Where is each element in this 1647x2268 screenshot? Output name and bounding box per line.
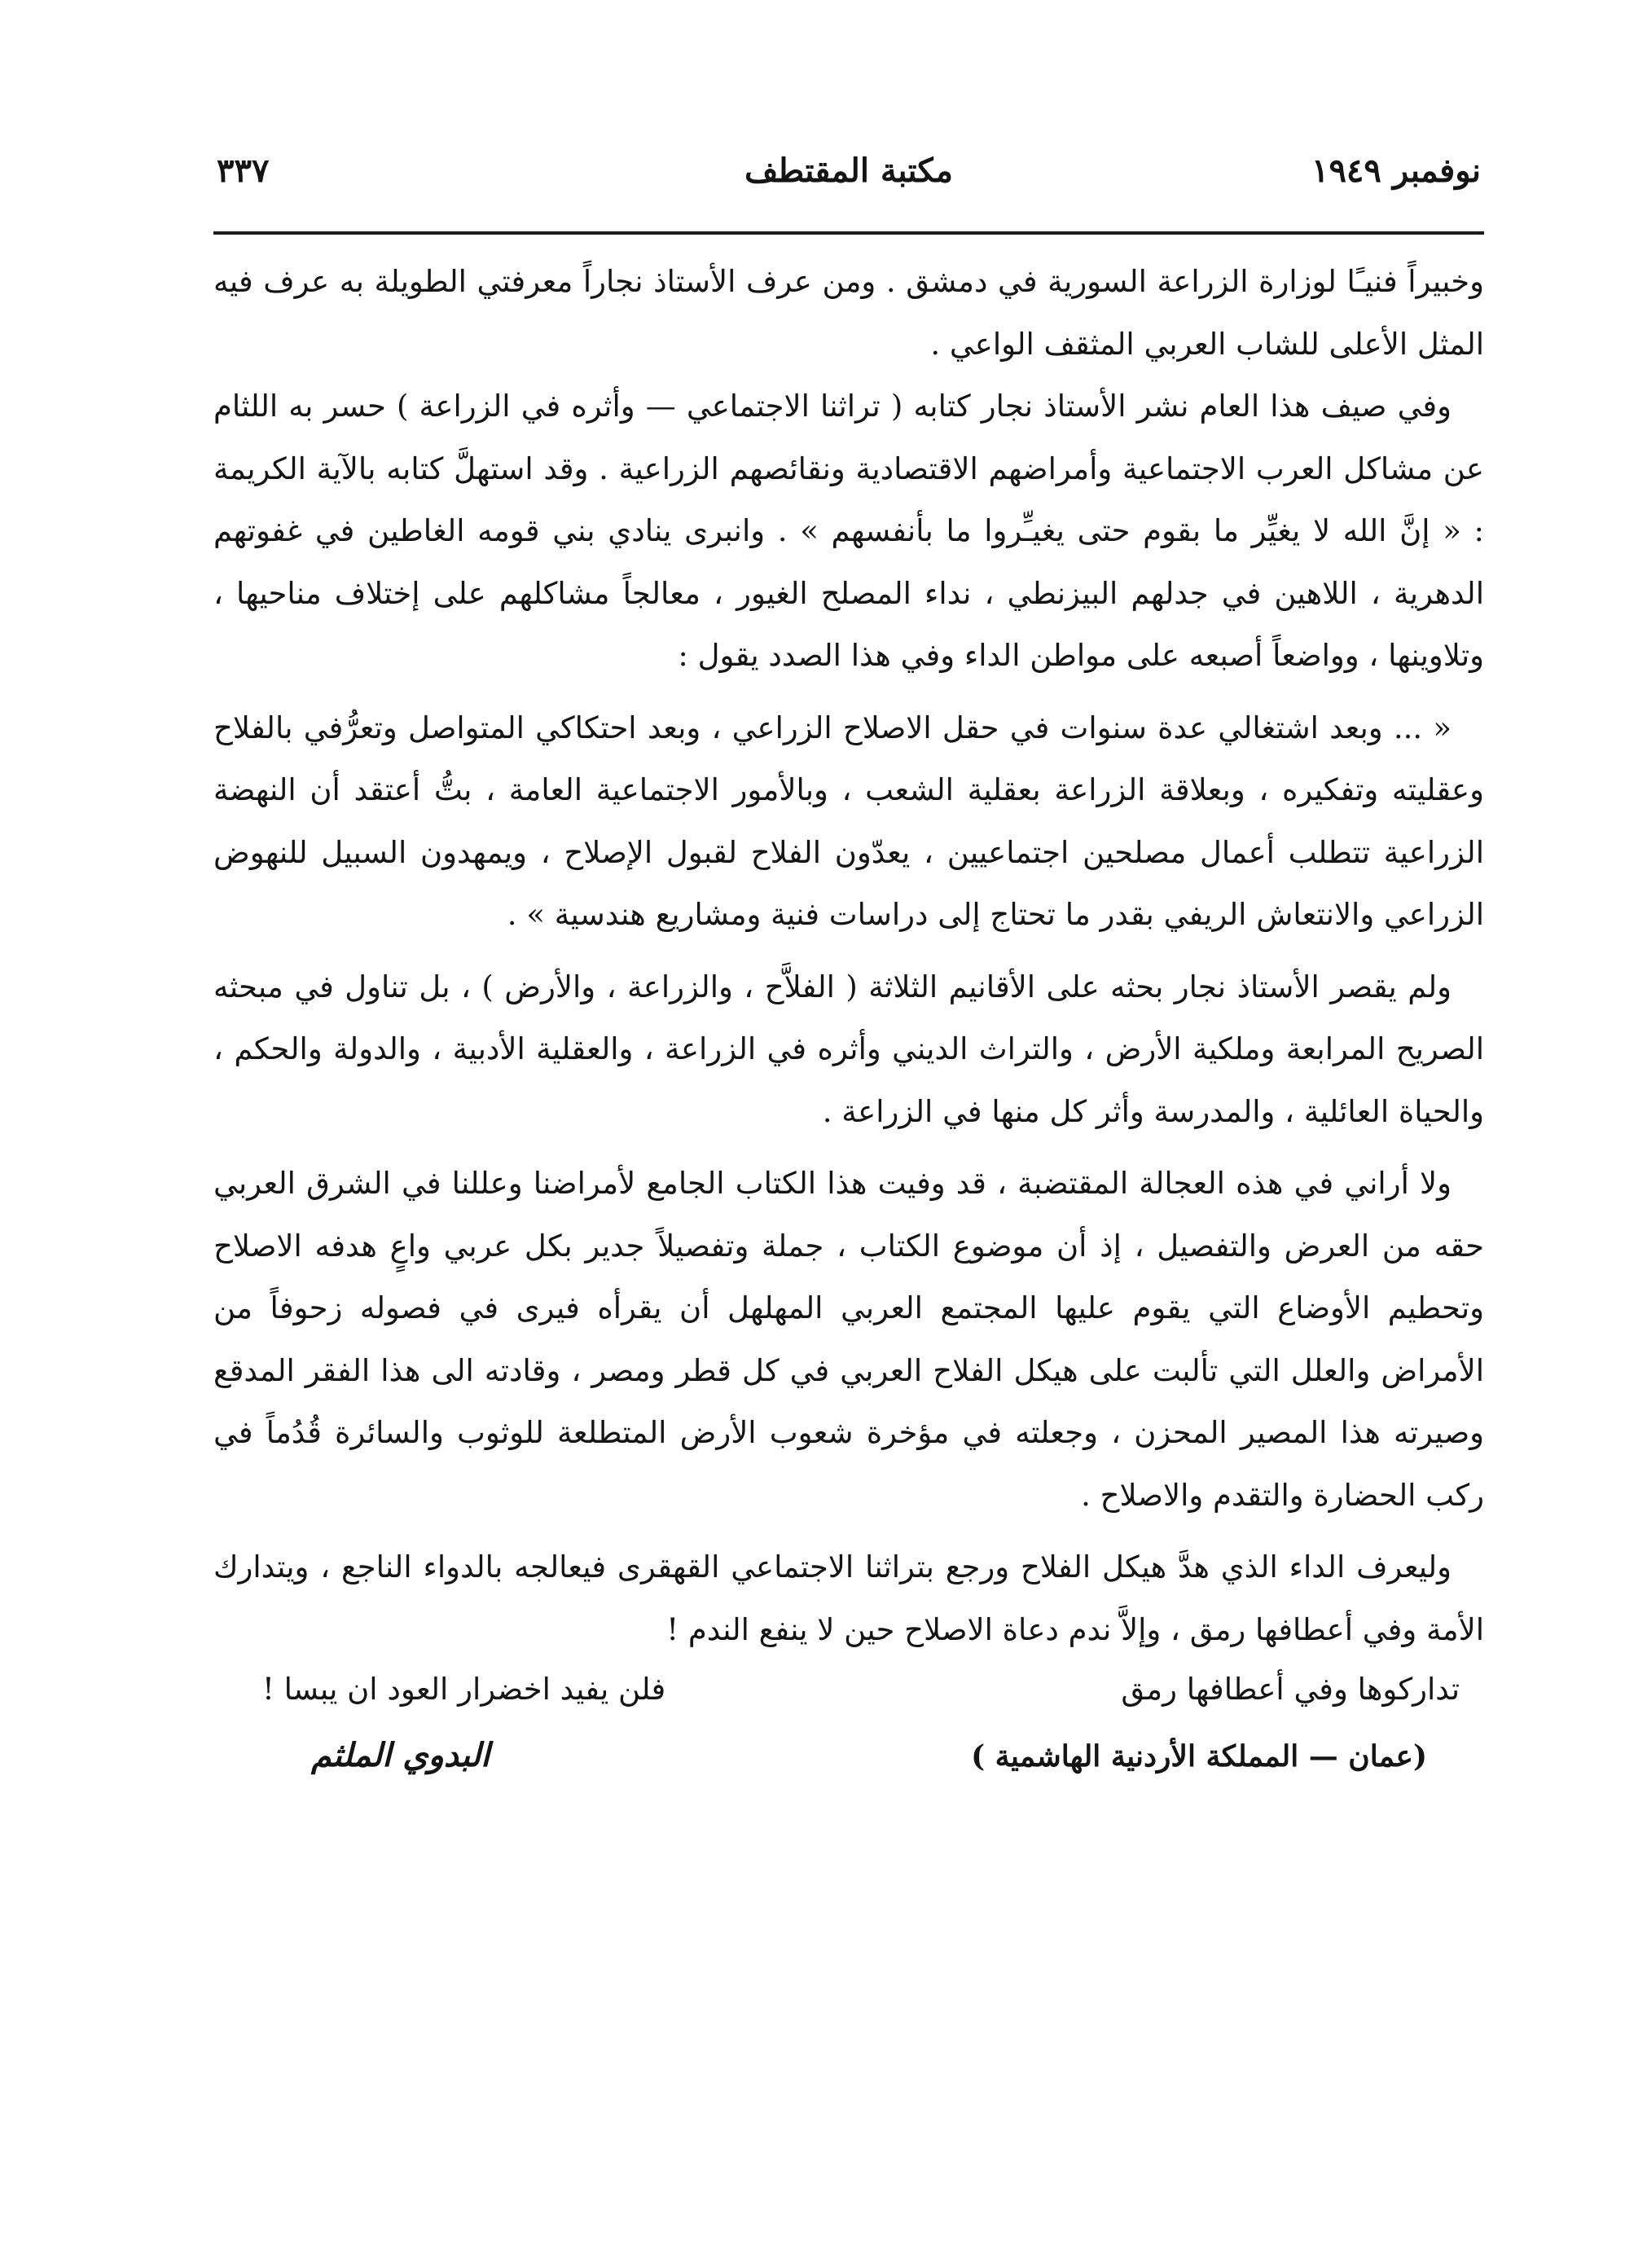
location-note: (عمان — المملكة الأردنية الهاشمية ): [971, 1739, 1427, 1774]
author-name: البدوي الملثم: [311, 1736, 490, 1774]
running-header: [213, 152, 1484, 209]
page-number: ٣٣٧: [217, 152, 270, 190]
paragraph: ولا أراني في هذه العجالة المقتضبة ، قد وفيت هذا الكتاب الجامع لأمراضنا وعللنا في الشرق العربي حقه من العرض والتفصيل ، إذ أن موضوع الكتاب ، جملة وتفصيلاً جدير بكل عربي واعٍ هدفه الاصلاح وتحطيم الأوضاع التي يقوم عليها المجتمع العربي المهلهل أن يقرأه فيرى في فصوله زحوفاً من الأمراض والعلل التي تألبت على هيكل الفلاح العربي في كل قطر ومصر ، وقادته الى هذا الفقر المدقع وصيرته هذا المصير المحزن ، وجعلته في مؤخرة شعوب الأرض المتطلعة للوثوب والسائرة قُدُماً في ركب الحضارة والتقدم والاصلاح .: [213, 1166, 1484, 1513]
verse-second-hemistich: فلن يفيد اخضرار العود ان يبسا !: [262, 1672, 666, 1707]
paragraph: وفي صيف هذا العام نشر الأستاذ نجار كتابه ( تراثنا الاجتماعي — وأثره في الزراعة ) حسر به اللثام عن مشاكل العرب الاجتماعية وأمراضهم الاقتصادية ونقائصهم الزراعية . وقد استهلَّ كتابه بالآية الكريمة : « إنَّ الله لا يغيِّر ما بقوم حتى يغيـِّروا ما بأنفسهم » . وانبرى ينادي بني قومه الغاطين في غفوتهم الدهرية ، اللاهين في جدلهم البيزنطي ، نداء المصلح الغيور ، معالجاً مشاكلهم على إختلاف مناحيها ، وتلاوينها ، وواضعاً أصبعه على مواطن الداء وفي هذا الصدد يقول :: [213, 389, 1484, 673]
paragraph: وليعرف الداء الذي هدَّ هيكل الفلاح ورجع بتراثنا الاجتماعي القهقرى فيعالجه بالدواء الناجع ، ويتدارك الأمة وفي أعطافها رمق ، وإلاَّ ندم دعاة الاصلاح حين لا ينفع الندم !: [213, 1549, 1484, 1647]
article-body: [213, 251, 1484, 1788]
header-rule: [213, 231, 1484, 235]
signature-line: [213, 1725, 1484, 1788]
issue-date: نوفمبر ١٩٤٩: [1311, 152, 1481, 190]
paragraph: وخبيراً فنيـًا لوزارة الزراعة السورية في دمشق . ومن عرف الأستاذ نجاراً معرفتي الطويلة به عرف فيه المثل الأعلى للشاب العربي المثقف الواعي .: [213, 264, 1484, 362]
page: [213, 152, 1484, 1774]
quoted-paragraph: « ... وبعد اشتغالي عدة سنوات في حقل الاصلاح الزراعي ، وبعد احتكاكي المتواصل وتعرُّفي بالفلاح وعقليته وتفكيره ، وبعلاقة الزراعة بعقلية الشعب ، وبالأمور الاجتماعية العامة ، بتُّ أعتقد أن النهضة الزراعية تتطلب أعمال مصلحين اجتماعيين ، يعدّون الفلاح لقبول الإصلاح ، ويمهدون السبيل للنهوض الزراعي والانتعاش الريفي بقدر ما تحتاج إلى دراسات فنية ومشاريع هندسية » .: [213, 710, 1484, 932]
section-title: مكتبة المقتطف: [744, 152, 953, 190]
paragraph: ولم يقصر الأستاذ نجار بحثه على الأقانيم الثلاثة ( الفلاَّح ، والزراعة ، والأرض ) ، بل تناول في مبحثه الصريح المرابعة وملكية الأرض ، والتراث الديني وأثره في الزراعة ، والعقلية الأدبية ، والدولة والحكم ، والحياة العائلية ، والمدرسة وأثر كل منها في الزراعة .: [213, 969, 1484, 1129]
poetry-verse: [213, 1661, 1484, 1718]
verse-first-hemistich: تداركوها وفي أعطافها رمق: [1121, 1672, 1460, 1707]
